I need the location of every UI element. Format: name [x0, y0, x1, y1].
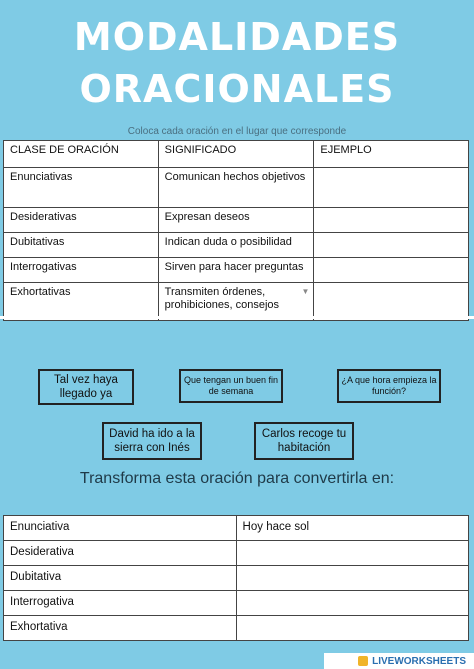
- table-header-row: [4, 141, 469, 168]
- meaning-cell: Sirven para hacer preguntas: [158, 258, 314, 283]
- title-line-2: ORACIONALES: [79, 67, 395, 111]
- classification-table: [3, 140, 469, 321]
- example-drop-cell[interactable]: [314, 233, 469, 258]
- answer-cell: Hoy hace sol: [236, 516, 468, 541]
- dropdown-arrow-icon: ▼: [301, 287, 310, 296]
- class-cell: Dubitativas: [4, 233, 159, 258]
- draggable-card[interactable]: Tal vez haya llegado ya: [38, 369, 134, 405]
- example-drop-cell[interactable]: [314, 283, 469, 321]
- column-header: EJEMPLO: [314, 141, 469, 168]
- example-drop-cell[interactable]: [314, 168, 469, 208]
- table-row: [4, 616, 469, 641]
- table-row: [4, 516, 469, 541]
- modality-cell: Desiderativa: [4, 541, 237, 566]
- liveworksheets-logo-icon: [358, 656, 368, 666]
- modality-cell: Dubitativa: [4, 566, 237, 591]
- answer-input-cell[interactable]: [236, 616, 468, 641]
- column-header: CLASE DE ORACIÓN: [4, 141, 159, 168]
- table-row: [4, 541, 469, 566]
- meaning-cell: Expresan deseos: [158, 208, 314, 233]
- brand-label: LIVEWORKSHEETS: [372, 655, 466, 667]
- transform-table: [3, 515, 469, 641]
- example-drop-cell[interactable]: [314, 258, 469, 283]
- class-cell: Desiderativas: [4, 208, 159, 233]
- draggable-card[interactable]: Carlos recoge tu habitación: [254, 422, 354, 460]
- class-cell: Interrogativas: [4, 258, 159, 283]
- answer-input-cell[interactable]: [236, 566, 468, 591]
- table-row: [4, 591, 469, 616]
- table-row: [4, 168, 469, 208]
- section-divider: [0, 316, 474, 319]
- subtitle: Coloca cada oración en el lugar que corresponde: [127, 126, 347, 137]
- instruction-text: Transforma esta oración para convertirla en:: [79, 470, 395, 487]
- answer-input-cell[interactable]: [236, 541, 468, 566]
- meaning-cell: [158, 283, 314, 321]
- example-drop-cell[interactable]: [314, 208, 469, 233]
- draggable-card[interactable]: David ha ido a la sierra con Inés: [102, 422, 202, 460]
- table-row: [4, 283, 469, 321]
- meaning-cell: Indican duda o posibilidad: [158, 233, 314, 258]
- draggable-card[interactable]: Que tengan un buen fin de semana: [179, 369, 283, 403]
- modality-cell: Exhortativa: [4, 616, 237, 641]
- class-cell: Enunciativas: [4, 168, 159, 208]
- answer-input-cell[interactable]: [236, 591, 468, 616]
- column-header: SIGNIFICADO: [158, 141, 314, 168]
- table-row: [4, 258, 469, 283]
- draggable-card[interactable]: ¿A que hora empieza la función?: [337, 369, 441, 403]
- meaning-cell: Comunican hechos objetivos: [158, 168, 314, 208]
- table-row: [4, 233, 469, 258]
- modality-cell: Enunciativa: [4, 516, 237, 541]
- class-cell: Exhortativas: [4, 283, 159, 321]
- footer-logo: [324, 653, 474, 669]
- table-row: [4, 208, 469, 233]
- title-line-1: MODALIDADES: [73, 15, 401, 59]
- meaning-text: Transmiten órdenes, prohibiciones, consejos: [164, 286, 280, 312]
- table-row: [4, 566, 469, 591]
- modality-cell: Interrogativa: [4, 591, 237, 616]
